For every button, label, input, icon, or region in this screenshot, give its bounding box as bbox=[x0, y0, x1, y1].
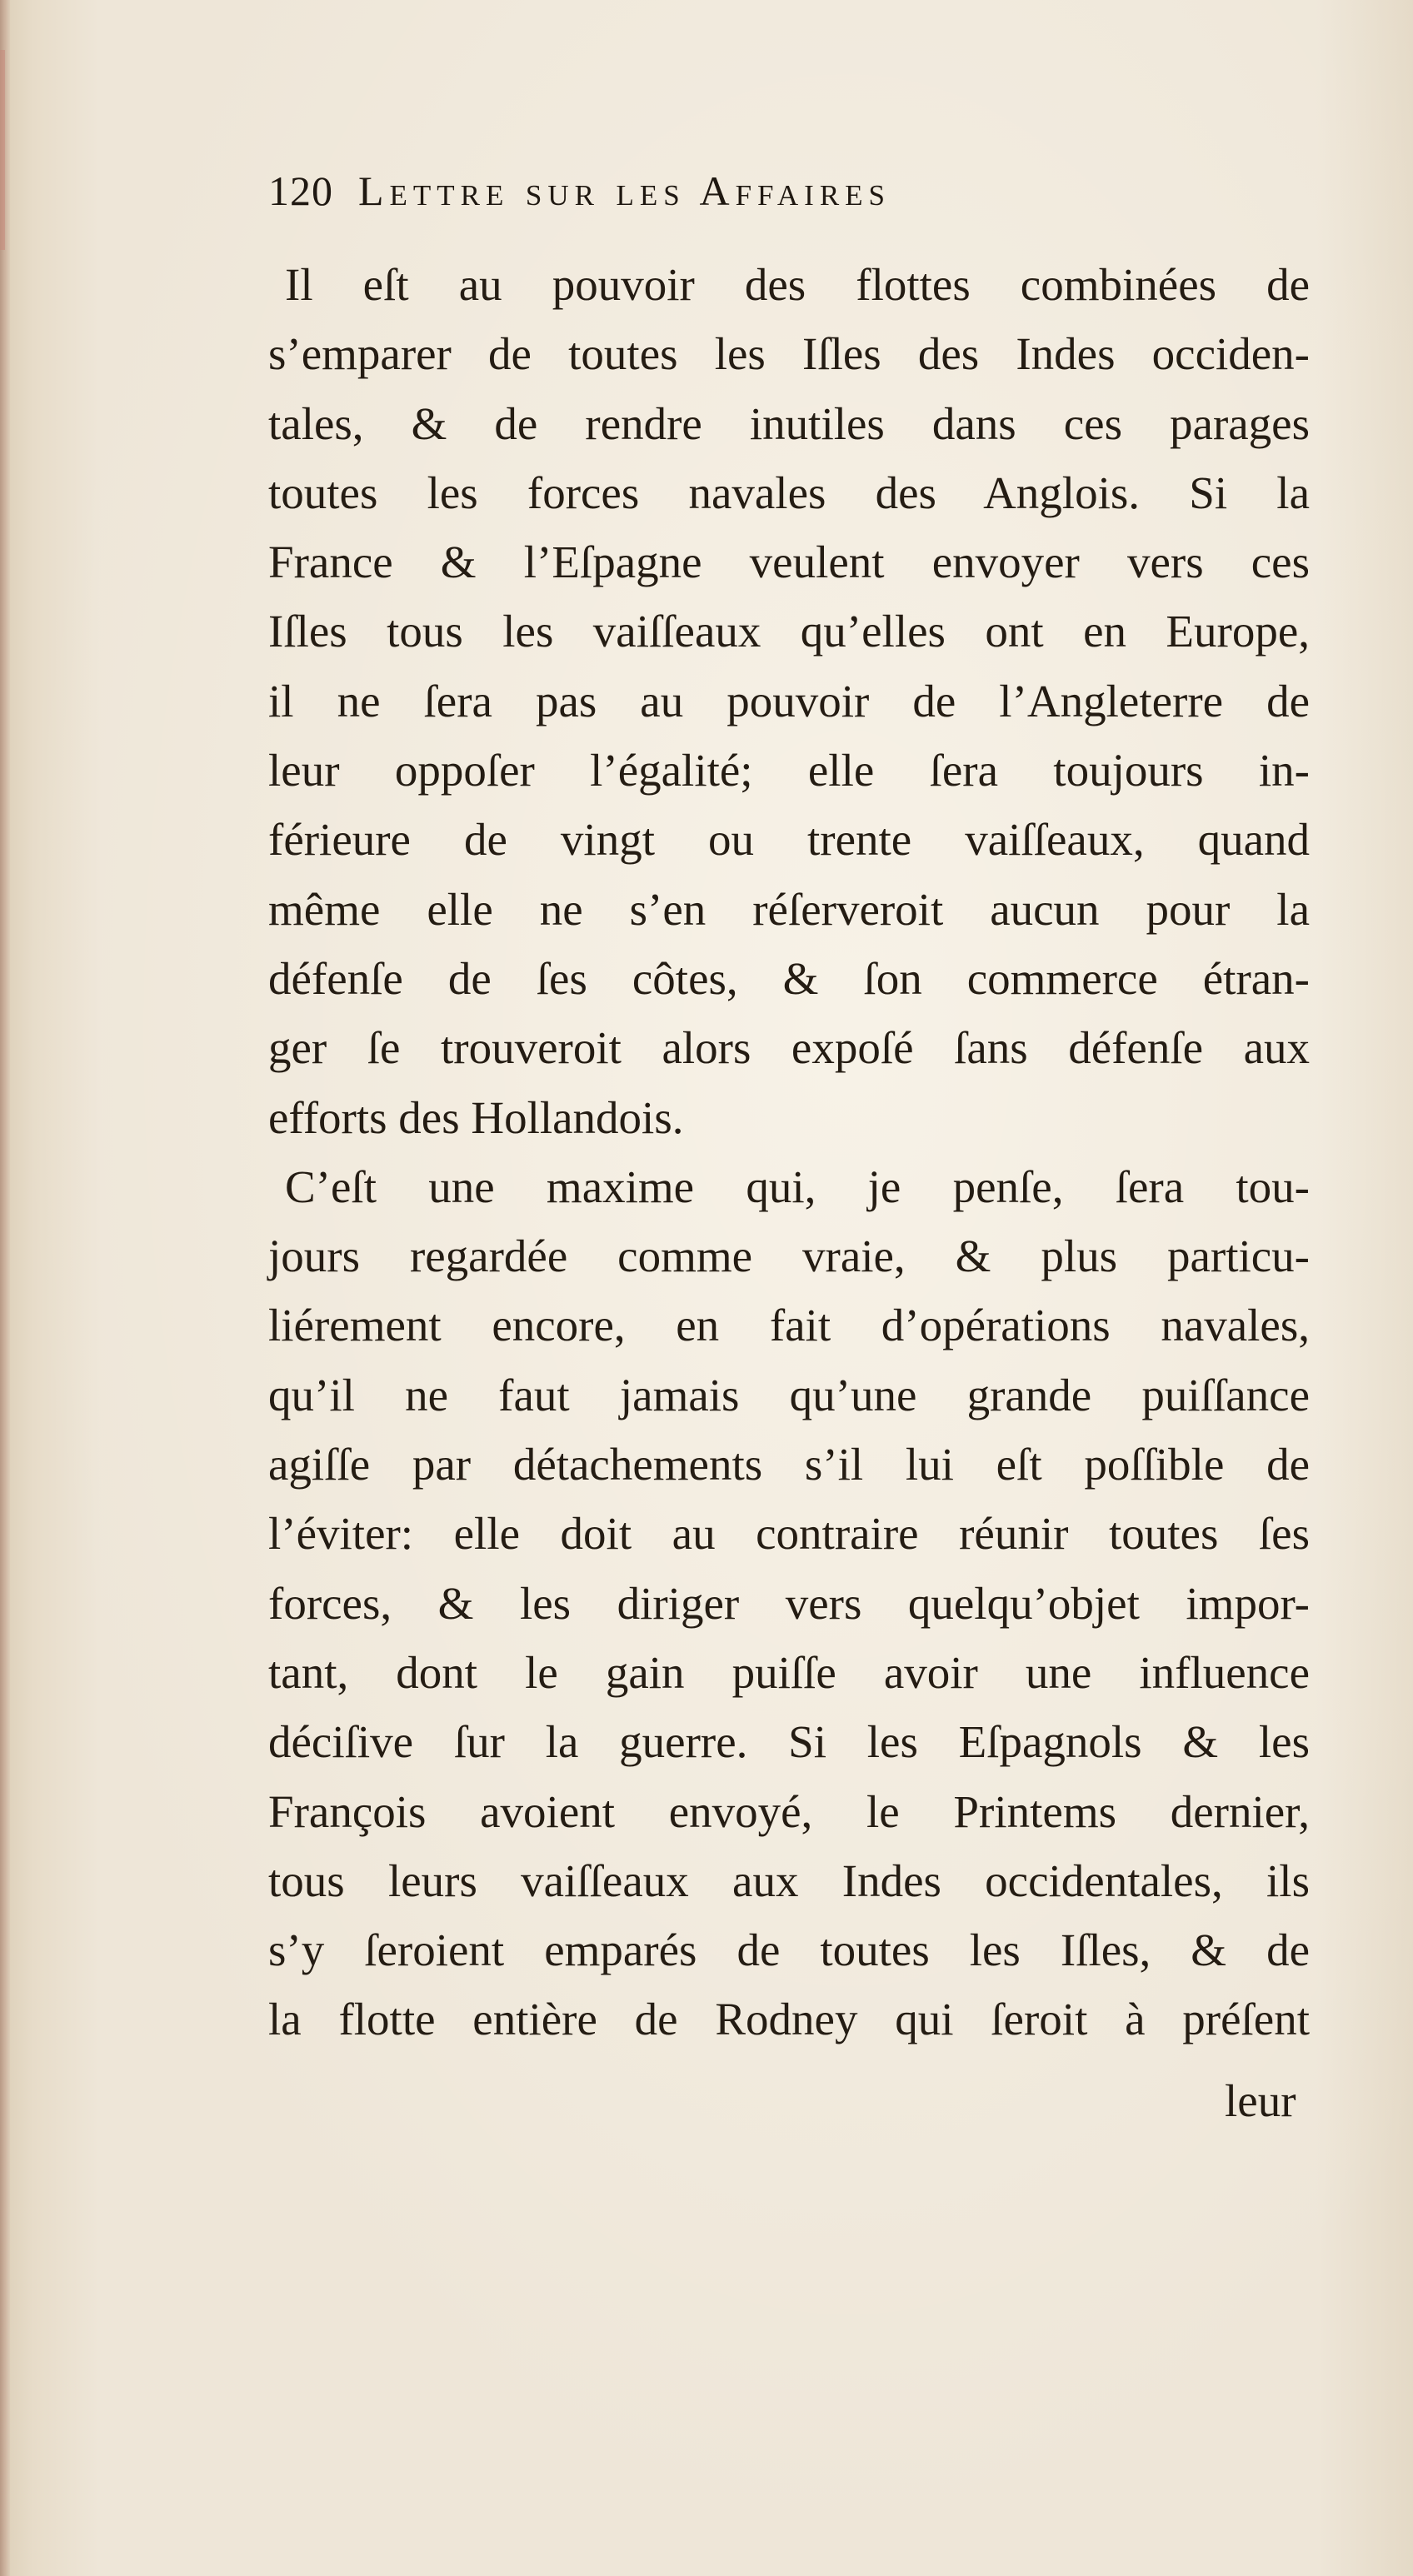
text-line: l’éviter: elle doit au contraire réunir toutes ſes bbox=[268, 1508, 1310, 1560]
text-line: la flotte entière de Rodney qui ſeroit à préſent bbox=[268, 1994, 1310, 2045]
page-edge-stain bbox=[0, 50, 5, 250]
text-line: efforts des Hollandois. bbox=[268, 1091, 684, 1143]
text-line: tant, dont le gain puiſſe avoir une influence bbox=[268, 1646, 1310, 1698]
running-head bbox=[268, 167, 1318, 227]
text-line: liérement encore, en fait d’opérations navales, bbox=[268, 1300, 1310, 1351]
page-number: 120 bbox=[268, 167, 333, 214]
text-line: s’y ſeroient emparés de toutes les Iſles, & de bbox=[268, 1925, 1310, 1976]
text-line: toutes les forces navales des Anglois. Si la bbox=[268, 467, 1310, 518]
text-line: Iſles tous les vaiſſeaux qu’elles ont en Europe, bbox=[268, 606, 1310, 657]
text-line: François avoient envoyé, le Printems dernier, bbox=[268, 1785, 1310, 1837]
text-line: agiſſe par détachements s’il lui eſt poſſible de bbox=[268, 1439, 1310, 1490]
text-line: même elle ne s’en réſerveroit aucun pour la bbox=[268, 883, 1310, 935]
text-line: leur oppoſer l’égalité; elle ſera toujours in- bbox=[268, 745, 1310, 796]
text-line: s’emparer de toutes les Iſles des Indes occiden- bbox=[268, 328, 1310, 380]
text-line: ger ſe trouveroit alors expoſé ſans défenſe aux bbox=[268, 1022, 1310, 1074]
text-line: il ne ſera pas au pouvoir de l’Angleterre de bbox=[268, 675, 1310, 726]
text-line: qu’il ne faut jamais qu’une grande puiſſance bbox=[268, 1369, 1310, 1420]
text-line: tales, & de rendre inutiles dans ces parages bbox=[268, 397, 1310, 449]
text-line: déciſive ſur la guerre. Si les Eſpagnols & les bbox=[268, 1716, 1310, 1768]
text-line: forces, & les diriger vers quelqu’objet impor- bbox=[268, 1577, 1310, 1629]
text-line: France & l’Eſpagne veulent envoyer vers ces bbox=[268, 537, 1310, 588]
running-title: Lettre sur les Affaires bbox=[358, 167, 891, 214]
catchword: leur bbox=[1225, 2075, 1296, 2126]
text-line: C’eſt une maxime qui, je penſe, ſera tou- bbox=[285, 1161, 1310, 1212]
page-gutter-edge bbox=[0, 0, 10, 2576]
text-line: jours regardée comme vraie, & plus particu- bbox=[268, 1231, 1310, 1282]
text-line: défenſe de ſes côtes, & ſon commerce étran- bbox=[268, 952, 1310, 1004]
text-line: tous leurs vaiſſeaux aux Indes occidentales, ils bbox=[268, 1855, 1310, 1906]
text-line: férieure de vingt ou trente vaiſſeaux, quand bbox=[268, 814, 1310, 866]
body-text bbox=[268, 250, 1310, 2054]
text-line: Il eſt au pouvoir des flottes combinées de bbox=[285, 259, 1310, 310]
